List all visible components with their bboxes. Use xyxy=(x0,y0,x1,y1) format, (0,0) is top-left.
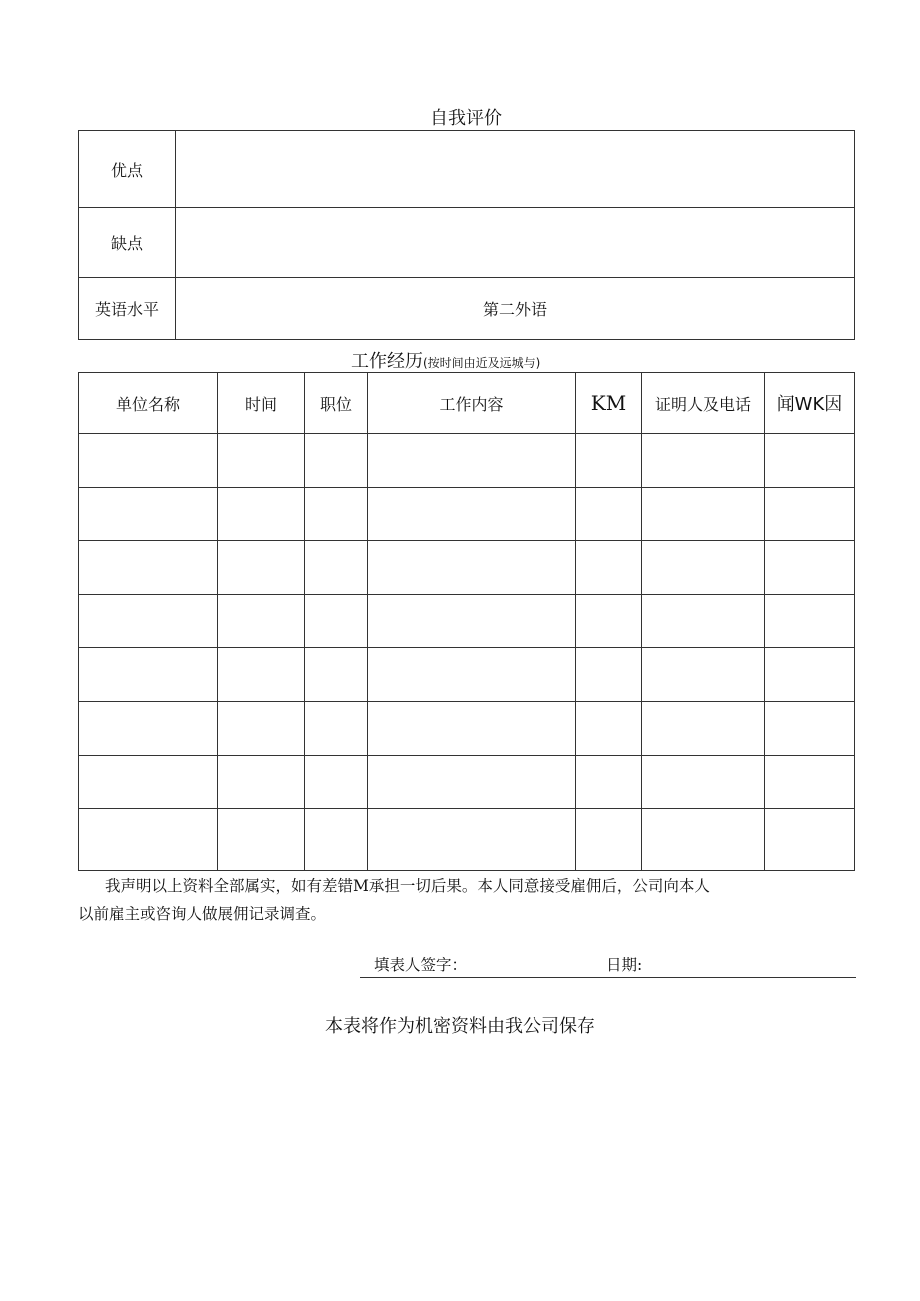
header-work-content: 工作内容 xyxy=(368,373,576,434)
work-cell[interactable] xyxy=(79,756,218,809)
work-row xyxy=(79,756,855,809)
work-cell[interactable] xyxy=(642,488,765,541)
header-time: 时间 xyxy=(218,373,305,434)
work-cell[interactable] xyxy=(765,648,855,702)
work-cell[interactable] xyxy=(79,488,218,541)
work-cell[interactable] xyxy=(79,809,218,871)
work-cell[interactable] xyxy=(368,595,576,648)
self-eval-table xyxy=(78,130,855,340)
work-cell[interactable] xyxy=(576,488,642,541)
work-cell[interactable] xyxy=(305,488,368,541)
work-cell[interactable] xyxy=(642,434,765,488)
work-cell[interactable] xyxy=(576,702,642,756)
header-leave-reason: 闻WK因 xyxy=(765,373,855,434)
work-title xyxy=(351,347,540,373)
work-cell[interactable] xyxy=(79,541,218,595)
work-experience-table xyxy=(78,372,855,871)
work-cell[interactable] xyxy=(642,702,765,756)
work-row xyxy=(79,488,855,541)
work-cell[interactable] xyxy=(368,541,576,595)
self-eval-title: 自我评价 xyxy=(430,108,502,129)
work-cell[interactable] xyxy=(368,702,576,756)
work-cell[interactable] xyxy=(765,488,855,541)
work-cell[interactable] xyxy=(368,648,576,702)
work-cell[interactable] xyxy=(79,595,218,648)
date-label: 日期: xyxy=(606,956,643,974)
work-cell[interactable] xyxy=(305,648,368,702)
work-cell[interactable] xyxy=(218,488,305,541)
work-cell[interactable] xyxy=(368,756,576,809)
header-position: 职位 xyxy=(305,373,368,434)
work-cell[interactable] xyxy=(576,595,642,648)
work-cell[interactable] xyxy=(305,434,368,488)
work-cell[interactable] xyxy=(642,809,765,871)
work-cell[interactable] xyxy=(765,809,855,871)
work-cell[interactable] xyxy=(368,809,576,871)
work-cell[interactable] xyxy=(642,595,765,648)
work-cell[interactable] xyxy=(765,595,855,648)
header-reference-phone: 证明人及电话 xyxy=(642,373,765,434)
work-cell[interactable] xyxy=(79,648,218,702)
signature-line xyxy=(360,951,856,978)
work-row xyxy=(79,541,855,595)
work-cell[interactable] xyxy=(305,595,368,648)
work-row xyxy=(79,809,855,871)
signer-label: 填表人签字： xyxy=(374,956,468,974)
weaknesses-field[interactable] xyxy=(176,208,855,278)
work-row xyxy=(79,434,855,488)
work-cell[interactable] xyxy=(765,702,855,756)
weaknesses-label: 缺点 xyxy=(79,208,176,278)
work-cell[interactable] xyxy=(576,434,642,488)
declaration-line-1: 我声明以上资料全部属实，如有差错M承担一切后果。本人同意接受雇佣后，公司向本人 xyxy=(105,877,710,895)
second-language-cell[interactable] xyxy=(176,278,855,340)
work-cell[interactable] xyxy=(765,756,855,809)
work-cell[interactable] xyxy=(218,648,305,702)
work-cell[interactable] xyxy=(576,648,642,702)
work-row xyxy=(79,648,855,702)
work-cell[interactable] xyxy=(218,434,305,488)
work-cell[interactable] xyxy=(79,702,218,756)
work-row xyxy=(79,702,855,756)
second-language-label: 第二外语 xyxy=(482,300,547,319)
work-cell[interactable] xyxy=(218,809,305,871)
work-cell[interactable] xyxy=(305,756,368,809)
strengths-label: 优点 xyxy=(79,131,176,208)
work-cell[interactable] xyxy=(79,434,218,488)
work-cell[interactable] xyxy=(576,541,642,595)
work-cell[interactable] xyxy=(642,648,765,702)
work-cell[interactable] xyxy=(576,756,642,809)
work-cell[interactable] xyxy=(765,541,855,595)
work-cell[interactable] xyxy=(576,809,642,871)
work-title-text: 工作经历 xyxy=(351,351,423,372)
work-cell[interactable] xyxy=(218,756,305,809)
work-cell[interactable] xyxy=(218,702,305,756)
work-cell[interactable] xyxy=(305,702,368,756)
work-cell[interactable] xyxy=(305,809,368,871)
work-cell[interactable] xyxy=(642,541,765,595)
work-cell[interactable] xyxy=(642,756,765,809)
declaration-line-2: 以前雇主或咨询人做展佣记录调查。 xyxy=(78,905,327,923)
work-cell[interactable] xyxy=(368,434,576,488)
header-company: 单位名称 xyxy=(79,373,218,434)
declaration xyxy=(78,872,858,928)
header-km: KM xyxy=(576,373,642,434)
work-row xyxy=(79,595,855,648)
work-cell[interactable] xyxy=(765,434,855,488)
english-level-label: 英语水平 xyxy=(79,278,176,340)
work-cell[interactable] xyxy=(218,541,305,595)
work-cell[interactable] xyxy=(305,541,368,595)
work-cell[interactable] xyxy=(368,488,576,541)
confidential-notice: 本表将作为机密资料由我公司保存 xyxy=(325,1016,595,1037)
work-cell[interactable] xyxy=(218,595,305,648)
strengths-field[interactable] xyxy=(176,131,855,208)
work-title-note: (按时间由近及远城与) xyxy=(423,356,541,370)
